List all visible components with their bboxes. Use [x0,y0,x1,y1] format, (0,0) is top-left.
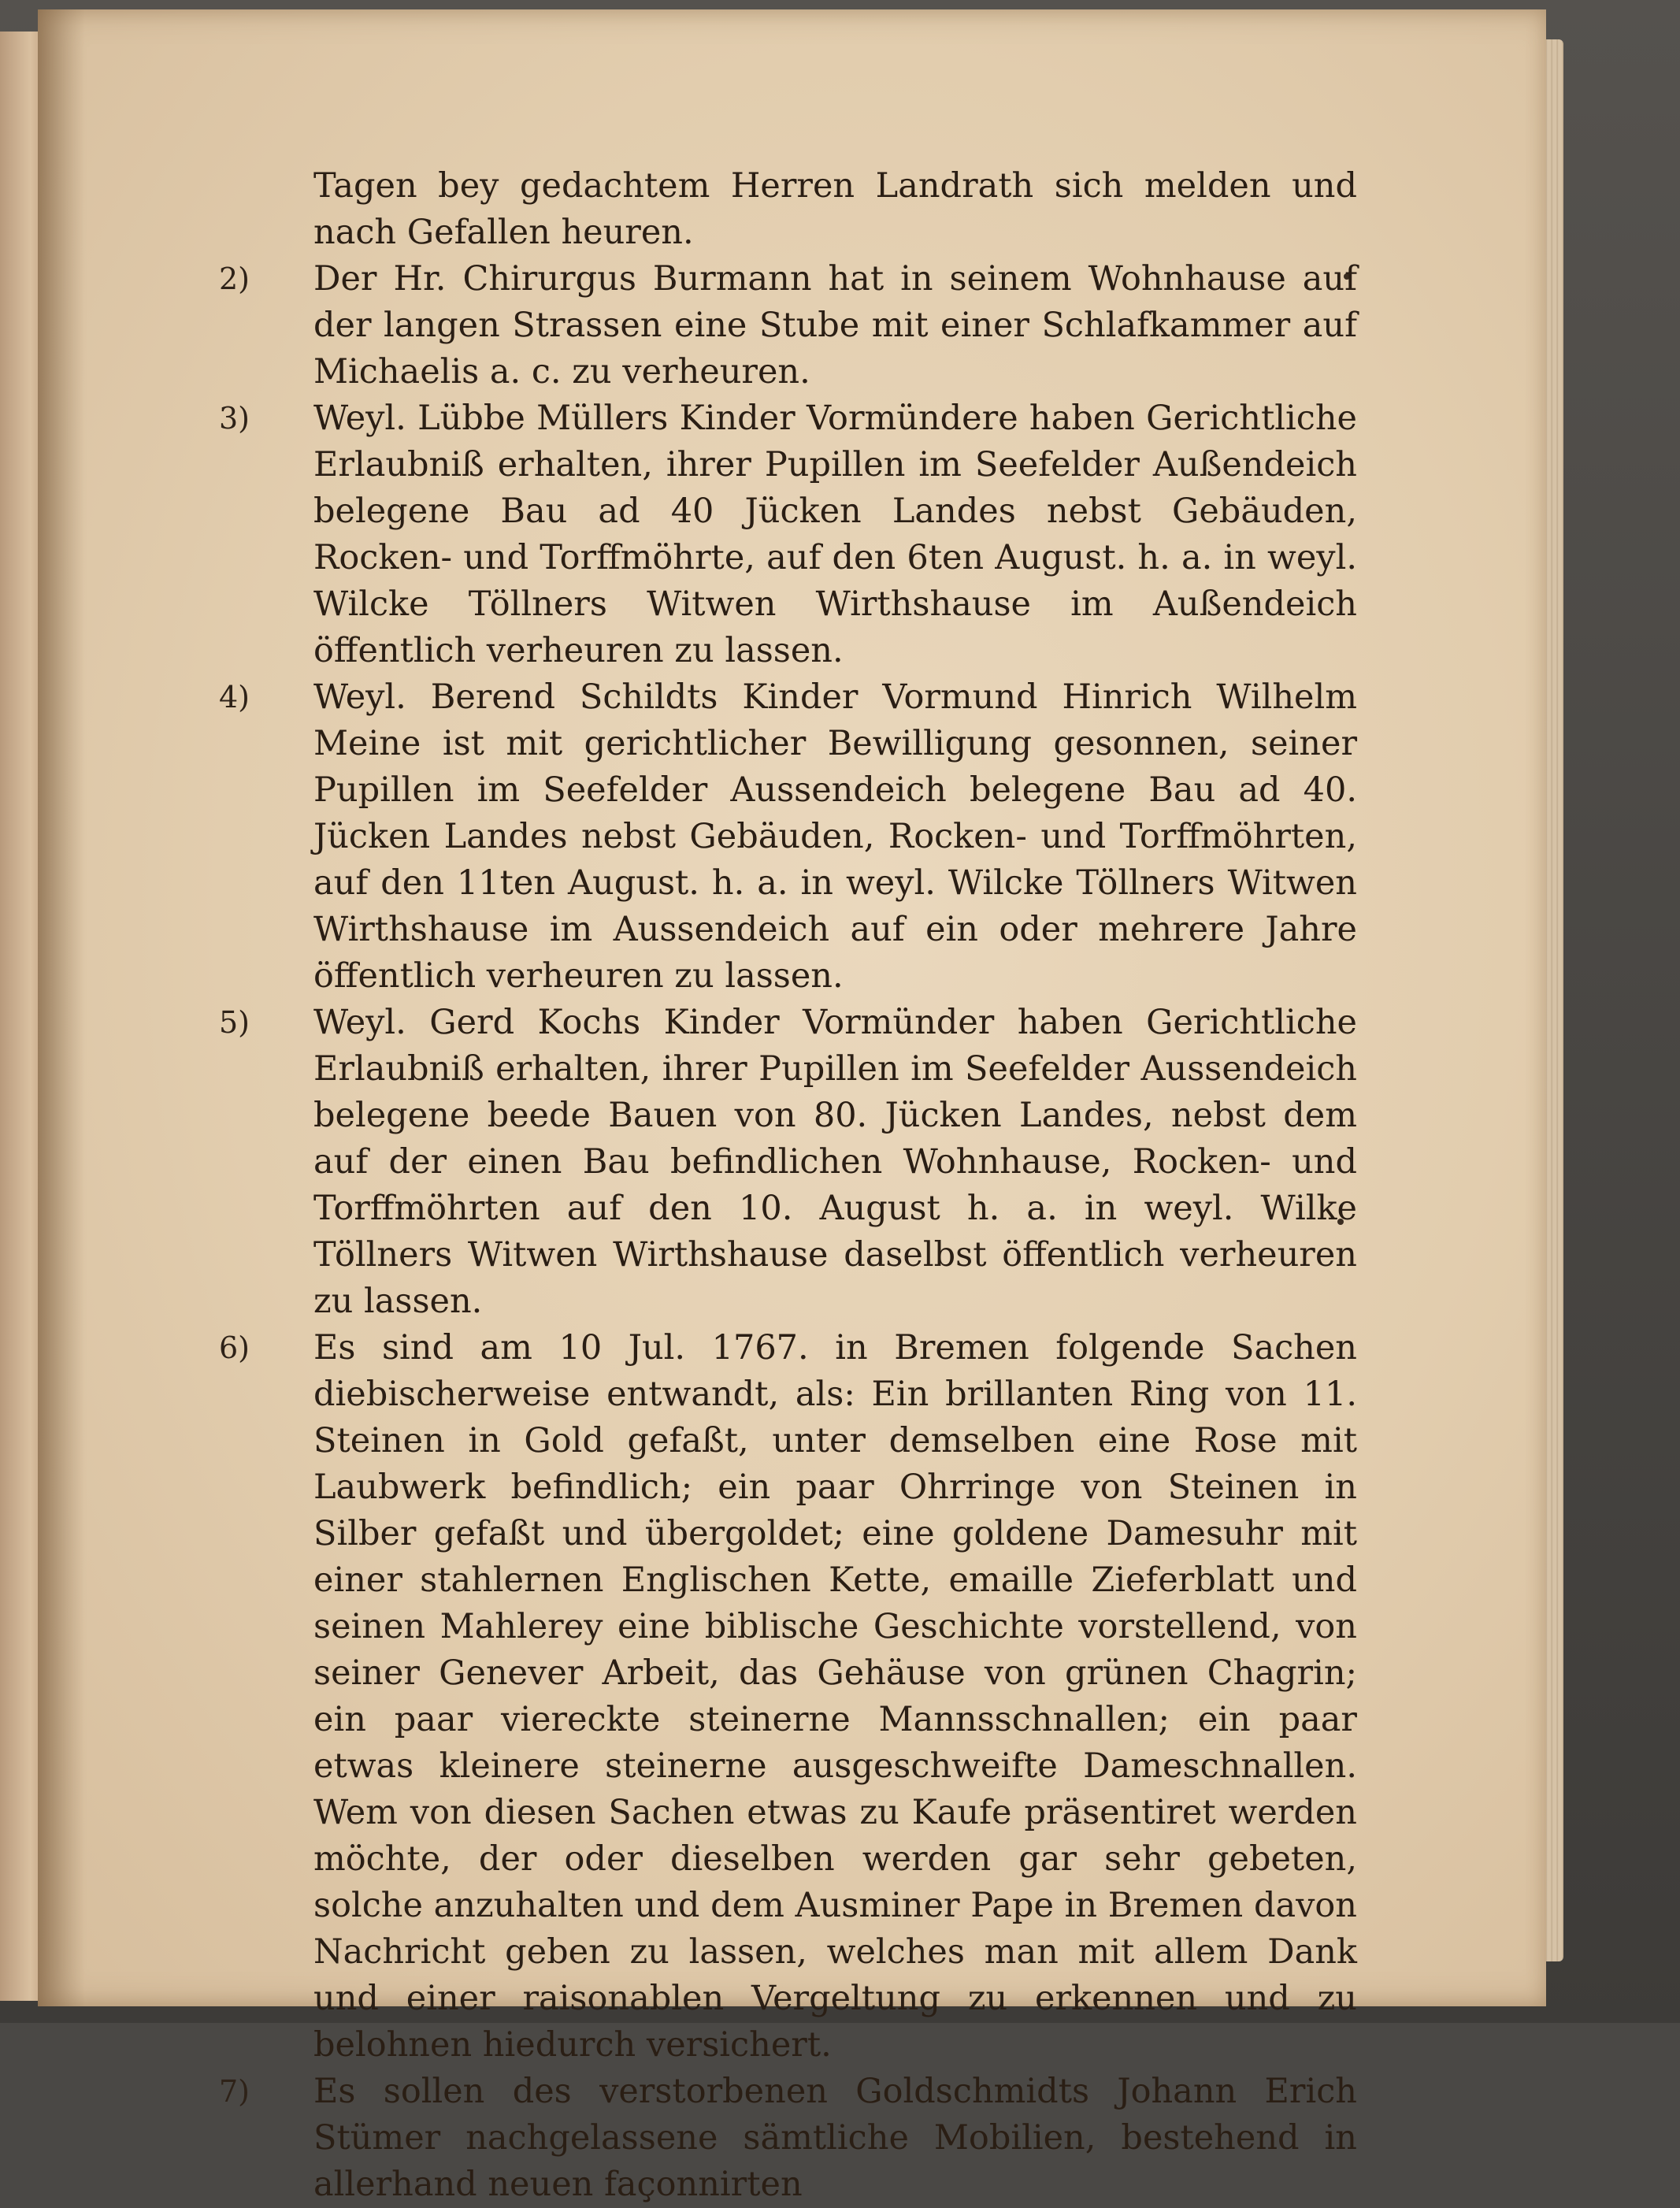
lead-paragraph [219,163,1357,256]
item-number: 2) [219,262,250,296]
document-page [38,9,1546,2204]
list-item [219,256,1357,395]
list-item [219,395,1357,674]
list-item [219,1325,1357,2069]
document-text [219,163,1357,2208]
item-text: Der Hr. Chirurgus Burmann hat in seinem Wohnhause auf der langen Strassen eine Stube mit einer Schlafkammer auf Michaelis a. c. zu verheuren. [313,259,1357,392]
item-text: Es sollen des verstorbenen Goldschmidts Johann Erich Stümer nachgelassene sämtliche Mobilien, bestehend in allerhand neuen façonnirten [313,2072,1357,2204]
item-number: 3) [219,401,250,436]
item-number: 6) [219,1330,250,1365]
lead-text: Tagen bey gedachtem Herren Landrath sich melden und nach Gefallen heuren. [313,166,1357,252]
list-item [219,2069,1357,2208]
item-text: Weyl. Gerd Kochs Kinder Vormünder haben Gerichtliche Erlaubniß erhalten, ihrer Pupillen im Seefelder Aussendeich belegene beede Bauen von 80. Jücken Landes, nebst dem auf der einen Bau befindlichen Wohnhause, Rocken- und Torffmöhrten auf den 10. August h. a. in weyl. Wilke Töllners Witwen Wirthshause daselbst öffentlich verheuren zu lassen. [313,1003,1357,1321]
item-number: 7) [219,2074,250,2109]
page-gutter-shadow [38,9,85,2006]
item-text: Weyl. Lübbe Müllers Kinder Vormündere haben Gerichtliche Erlaubniß erhalten, ihrer Pupillen im Seefelder Außendeich belegene Bau ad 40 Jücken Landes nebst Gebäuden, Rocken- und Torffmöhrte, auf den 6ten August. h. a. in weyl. Wilcke Töllners Witwen Wirthshause im Außendeich öffentlich verheuren zu lassen. [313,399,1357,670]
list-item [219,1000,1357,1325]
item-number: 5) [219,1005,250,1040]
item-text: Es sind am 10 Jul. 1767. in Bremen folgende Sachen diebischerweise entwandt, als: Ein brillanten Ring von 11. Steinen in Gold gefaßt, unter demselben eine Rose mit Laubwerk befindlich; ein paar Ohrringe von Steinen in Silber gefaßt und übergoldet; eine goldene Damesuhr mit einer stahlernen Englischen Kette, emaille Zieferblatt und seinen Mahlerey eine biblische Geschichte vorstellend, von seiner Genever Arbeit, das Gehäuse von grünen Chagrin; ein paar viereckte steinerne Mannsschnallen; ein paar etwas kleinere steinerne ausgeschweifte Dameschnallen. Wem von diesen Sachen etwas zu Kaufe präsentiret werden möchte, der oder dieselben werden gar sehr gebeten, solche anzuhalten und dem Ausminer Pape in Bremen davon Nachricht geben zu lassen, welches man mit allem Dank und einer raisonablen Vergeltung zu erkennen und zu belohnen hiedurch versichert. [313,1328,1357,2065]
item-number: 4) [219,680,250,714]
item-text: Weyl. Berend Schildts Kinder Vormund Hinrich Wilhelm Meine ist mit gerichtlicher Bewilligung gesonnen, seiner Pupillen im Seefelder Aussendeich belegene Bau ad 40. Jücken Landes nebst Gebäuden, Rocken- und Torffmöhrten, auf den 11ten August. h. a. in weyl. Wilcke Töllners Witwen Wirthshause im Aussendeich auf ein oder mehrere Jahre öffentlich verheuren zu lassen. [313,677,1357,996]
list-item [219,674,1357,1000]
